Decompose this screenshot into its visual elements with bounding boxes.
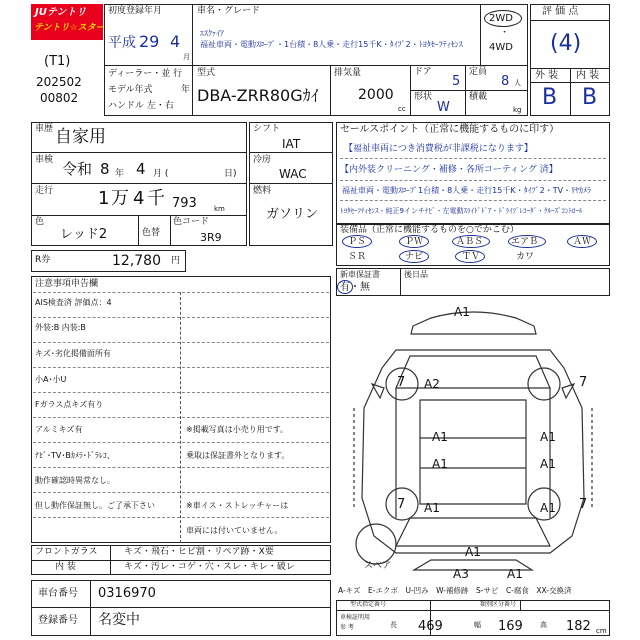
equip-pw-circle xyxy=(399,235,429,248)
equip-label: 装備品（正常に機能するものを○でかこむ） xyxy=(340,225,519,235)
shape-value: W xyxy=(437,100,450,115)
glass-value: キズ・飛石・ヒビ割・リペア跡・X要 xyxy=(124,547,274,557)
aircon-label: 冷房 xyxy=(253,155,272,165)
recycle-block xyxy=(31,250,186,272)
dims-len-label: 長 xyxy=(390,621,397,629)
logo-line1: JUテントリ xyxy=(35,7,87,18)
dims-hei: 182 xyxy=(566,619,591,634)
inspection-era: 令和 xyxy=(62,160,93,178)
reg-era: 平成 xyxy=(108,35,136,51)
regnum-label: 登録番号 xyxy=(38,615,78,626)
load-label: 積載 xyxy=(469,92,488,102)
color-code-label: 色コード xyxy=(173,217,210,227)
drive-dot: ・ xyxy=(500,28,510,38)
grade-label: 評 価 点 xyxy=(542,6,579,17)
chassis-value: 0316970 xyxy=(98,586,156,601)
model-year-unit: 年 xyxy=(181,85,191,95)
dims-class-label: 類別区分番号 xyxy=(480,601,517,608)
damage-mark-9: A1 xyxy=(465,545,481,559)
recycle-label: R券 xyxy=(35,255,51,265)
wheel-mark-1: 7 xyxy=(397,375,406,390)
color-label: 色 xyxy=(35,217,45,227)
interior-label: 内 装 xyxy=(55,562,76,572)
inspection-day-unit: 日) xyxy=(224,169,237,179)
note-left-1: AIS検査済 評価点：4 xyxy=(35,298,112,307)
capacity-value: 8 xyxy=(501,74,510,89)
aircon-value: WAC xyxy=(279,167,307,181)
note-right-10: 車両には付いていません。 xyxy=(186,526,283,535)
shape-label: 形状 xyxy=(414,92,433,102)
equip-airbag: エアＢ xyxy=(511,237,539,247)
note-right-7: 乗取は保証書外となります。 xyxy=(186,451,290,460)
grade-ext-label: 外 装 xyxy=(535,70,559,81)
wheel-mark-3: 7 xyxy=(397,497,406,512)
recycle-value: 12,780 xyxy=(112,253,161,269)
drive-2wd: 2WD xyxy=(489,13,513,24)
interior-value: キズ・汚レ・コゲ・穴・スレ・キレ・破レ xyxy=(124,562,295,572)
dims-unit: cm xyxy=(596,627,607,635)
usage-label: 車歴 xyxy=(35,124,54,134)
dealer-label: ディーラー・並 行 xyxy=(108,69,183,79)
note-right-9: ※車イス・ストレッチャーは xyxy=(186,501,289,510)
damage-mark-5: A1 xyxy=(432,457,448,471)
color-swap-label: 色替 xyxy=(142,228,161,238)
wheel-mark-4: 7 xyxy=(579,497,588,512)
note-right-6: ※掲載写真は小売り用です。 xyxy=(186,425,289,434)
warranty-label: 新車保証書 xyxy=(340,270,380,279)
capacity-label: 定員 xyxy=(469,67,488,77)
color-code: 3R9 xyxy=(200,231,222,244)
inspection-year: 8 xyxy=(100,160,110,178)
lot-num1: 202502 xyxy=(36,75,82,89)
damage-mark-10: A3 xyxy=(453,567,469,581)
equip-tv: ＴＶ xyxy=(462,252,481,262)
color-value: レッド2 xyxy=(60,227,108,242)
shift-value: IAT xyxy=(282,137,301,151)
model-value: DBA-ZRR80Gｶｲ xyxy=(197,86,319,105)
drive-4wd: 4WD xyxy=(489,42,513,53)
mileage-v1: 1 xyxy=(98,188,110,209)
warranty-yes-circle xyxy=(337,280,353,294)
mileage-v2: 4 xyxy=(133,188,145,209)
equip-pw: ＰＷ xyxy=(405,237,424,247)
fuel-label: 燃料 xyxy=(253,186,272,196)
load-unit: kg xyxy=(513,106,522,114)
dims-len: 469 xyxy=(418,619,443,634)
model-year-label: モデル年式 xyxy=(108,85,153,95)
grade-int-label: 内 装 xyxy=(576,70,600,81)
disp-unit: cc xyxy=(398,105,406,113)
model-label: 型式 xyxy=(197,68,216,78)
lot-num2: 00802 xyxy=(40,91,79,105)
usage-value: 自家用 xyxy=(55,127,106,147)
damage-mark-2: A2 xyxy=(424,377,440,391)
equip-sr: ＳＲ xyxy=(348,252,367,262)
reg-label: 初度登録年月 xyxy=(108,6,163,16)
note-left-9: 但し動作保証無し。ご了承下さい xyxy=(35,501,155,510)
equip-leather: カワ xyxy=(516,252,535,262)
equip-navi-circle xyxy=(399,250,429,263)
damage-mark-8: A1 xyxy=(540,501,556,515)
note-left-2: 外装:B 内装:B xyxy=(35,323,86,332)
note-left-4: 小A･小U xyxy=(35,375,67,384)
damage-mark-6: A1 xyxy=(540,457,556,471)
sales-line-1: 【福祉車両につき消費税が非課税になります】 xyxy=(344,144,533,154)
spare-label: スペア xyxy=(364,561,392,571)
grade-value: (4) xyxy=(550,31,582,56)
capacity-unit: 人 xyxy=(514,79,521,87)
equip-ps: ＰＳ xyxy=(348,237,367,247)
inspection-year-unit: 年 xyxy=(115,169,125,179)
mileage-v3: 793 xyxy=(172,196,197,211)
inspection-month-unit: 月 ( xyxy=(153,169,169,179)
dims-hei-label: 高 xyxy=(540,621,547,629)
equip-navi: ナビ xyxy=(405,252,424,262)
note-left-3: キズ･劣化掲備面所有 xyxy=(35,349,111,358)
dims-wid: 169 xyxy=(498,619,523,634)
sales-line-4: ﾄﾖﾀｾｰﾌﾃｨｾﾝｽ・純正9インチﾅﾋﾞ・左電動ｽﾗｲﾄﾞﾄﾞｱ・ﾄﾞﾗｲﾌﾞﾚｺｰﾀﾞ・ｸﾙｰｽﾞｺﾝﾄﾛｰﾙ xyxy=(340,207,583,215)
equip-aw-circle xyxy=(567,235,597,248)
equip-tv-circle xyxy=(455,250,485,263)
dims-type-label: 型式指定番号 xyxy=(350,601,387,608)
note-left-5: Fガラス点キズ有り xyxy=(35,400,104,409)
legend: A-キズ E-エクボ U-凹み W-補修跡 S-サビ C-腐食 XX-交換済 xyxy=(338,586,572,595)
later-label: 後日品 xyxy=(404,270,428,279)
equip-ps-circle xyxy=(342,235,372,248)
lot-code: (T1) xyxy=(44,54,71,69)
chassis-label: 車台番号 xyxy=(38,588,78,599)
mileage-u2: 千 xyxy=(147,188,165,209)
reg-month-unit: 月 xyxy=(183,53,190,61)
damage-mark-11: A1 xyxy=(507,567,523,581)
notes-label: 注意事項申告欄 xyxy=(35,279,99,289)
disp-value: 2000 xyxy=(358,87,394,103)
mileage-label: 走行 xyxy=(35,186,54,196)
sales-line-2: 【内外装クリーニング・補修・各所コーティング 済】 xyxy=(340,165,558,175)
note-left-8: 動作確認時異常なし。 xyxy=(35,476,115,485)
note-left-6: アルミキズ有 xyxy=(35,425,83,434)
glass-label: フロントガラス xyxy=(35,547,98,557)
reg-month: 4 xyxy=(170,32,181,51)
carname-value: ｴｽｸｧｲｱ 福祉車両・電動ｽﾛｰﾌﾟ・1台積・8人乗・走行15千K・ﾀｲﾌﾟ2・ﾄﾖﾀｾｰﾌﾃｨｾﾝｽ xyxy=(200,29,463,49)
reg-year: 29 xyxy=(139,32,160,51)
dims-ref-label: 参 考 xyxy=(340,624,354,631)
doors-value: 5 xyxy=(452,74,461,89)
fuel-value: ガソリン xyxy=(266,207,319,222)
shift-label: シフト xyxy=(253,124,281,134)
damage-mark-3: A1 xyxy=(432,430,448,444)
grade-int: B xyxy=(582,85,598,110)
carname-label: 車名・グレード xyxy=(197,6,261,16)
mileage-unit: km xyxy=(214,205,225,213)
equip-abs-circle xyxy=(452,235,490,248)
sales-line-3: 福祉車両・電動ｽﾛｰﾌﾟ1台積・8人乗・走行15千K・ﾀｲﾌﾟ2・TV・ﾘﾔｶﾒﾗ xyxy=(342,186,592,195)
grade-ext: B xyxy=(542,85,558,110)
sales-label: セールスポイント（正常に機能するものに印す） xyxy=(340,124,560,135)
dims-wid-label: 幅 xyxy=(474,621,481,629)
disp-label: 排気量 xyxy=(334,68,362,78)
logo xyxy=(31,4,103,40)
equip-airbag-circle xyxy=(508,235,546,248)
handle-label: ハンドル 左・右 xyxy=(108,101,174,111)
logo-line2: テントリ☆スター xyxy=(34,23,105,33)
inspection-month: 4 xyxy=(136,160,146,178)
mileage-u1: 万 xyxy=(111,188,129,209)
warranty-value: 有・無 xyxy=(340,282,370,293)
note-left-7: ﾅﾋﾞ･TV･Bｶﾒﾗ･ﾄﾞﾗﾚｺ、 xyxy=(35,451,115,460)
equip-aw: ＡＷ xyxy=(573,237,592,247)
wheel-mark-2: 7 xyxy=(579,375,588,390)
recycle-unit: 円 xyxy=(171,256,181,266)
doors-label: ドア xyxy=(414,67,432,77)
damage-mark-7: A1 xyxy=(424,501,440,515)
inspection-label: 車検 xyxy=(35,155,54,165)
damage-mark-1: A1 xyxy=(454,305,470,319)
equip-abs: ＡＢＳ xyxy=(456,237,484,247)
damage-mark-4: A1 xyxy=(540,430,556,444)
dims-cert-label: 車検証明用 xyxy=(340,614,371,621)
regnum-value: 名変中 xyxy=(98,612,140,628)
